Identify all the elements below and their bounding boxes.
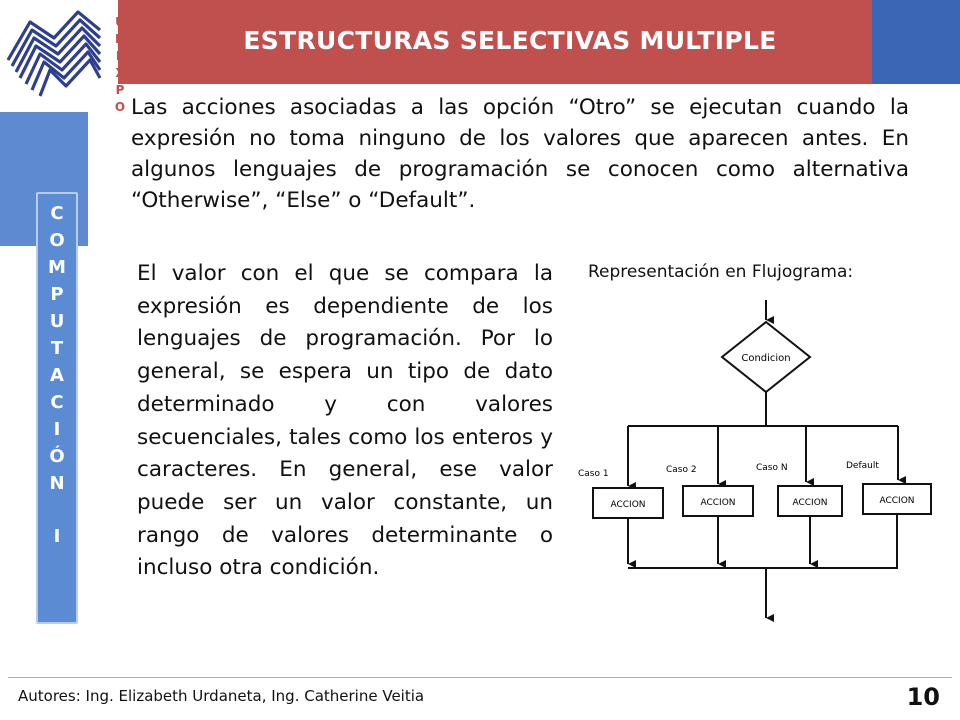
paragraph-otro: Las acciones asociadas a las opción “Otro” se ejecutan cuando la expresión no toma ninguno de los valores que aparecen antes. En algunos lenguajes de programación se conocen como alternativa “Otherwise”, “Else” o “Default”. — [131, 95, 909, 213]
course-letter: C — [50, 392, 64, 413]
decision-label: Condicion — [741, 353, 791, 364]
case-label: Caso 1 — [578, 469, 609, 479]
footer-authors: Autores: Ing. Elizabeth Urdaneta, Ing. Catherine Veitia — [18, 687, 425, 705]
flowchart-diagram — [578, 292, 948, 636]
course-letter: Ó — [49, 446, 65, 467]
course-letter: I — [53, 419, 61, 440]
action-label: ACCION — [879, 496, 915, 506]
course-letter: N — [49, 473, 65, 494]
logo-letter: E — [115, 49, 125, 63]
course-letter: P — [50, 284, 64, 305]
logo-letter: P — [115, 83, 125, 97]
course-letter: I — [53, 526, 61, 547]
footer-divider — [8, 677, 952, 678]
right-blue-block — [872, 0, 960, 84]
logo-letter: U — [115, 15, 125, 29]
case-label: Default — [846, 461, 879, 471]
action-label: ACCION — [792, 498, 828, 508]
paragraph-valor: El valor con el que se compara la expresión es dependiente de los lenguajes de programación. Por lo general, se espera un tipo de dato determinado y con valores secuenciales, tales como los enteros y caracteres. En general, ese valor puede ser un valor constante, un rango de valores determinante o incluso otra condición. — [137, 261, 553, 581]
logo-letter: N — [114, 32, 126, 46]
unexpo-wordmark — [113, 14, 127, 116]
course-letter: T — [50, 338, 64, 359]
logo-letter: O — [114, 100, 126, 114]
course-letter: O — [49, 230, 65, 251]
logo-area — [0, 0, 118, 112]
case-label: Caso 2 — [666, 465, 697, 475]
course-letter: U — [49, 311, 65, 332]
course-letter: M — [48, 257, 66, 278]
unexpo-logo-icon — [0, 0, 112, 108]
logo-letter: X — [115, 66, 125, 80]
course-letter: A — [50, 365, 64, 386]
action-label: ACCION — [610, 500, 646, 510]
course-letter: C — [50, 203, 64, 224]
page-number: 10 — [906, 683, 940, 711]
flowchart-caption: Representación en Flujograma: — [588, 262, 854, 282]
page-title: ESTRUCTURAS SELECTIVAS MULTIPLE — [243, 26, 777, 55]
case-label: Caso N — [756, 463, 788, 473]
course-label — [36, 192, 78, 624]
action-label: ACCION — [700, 498, 736, 508]
